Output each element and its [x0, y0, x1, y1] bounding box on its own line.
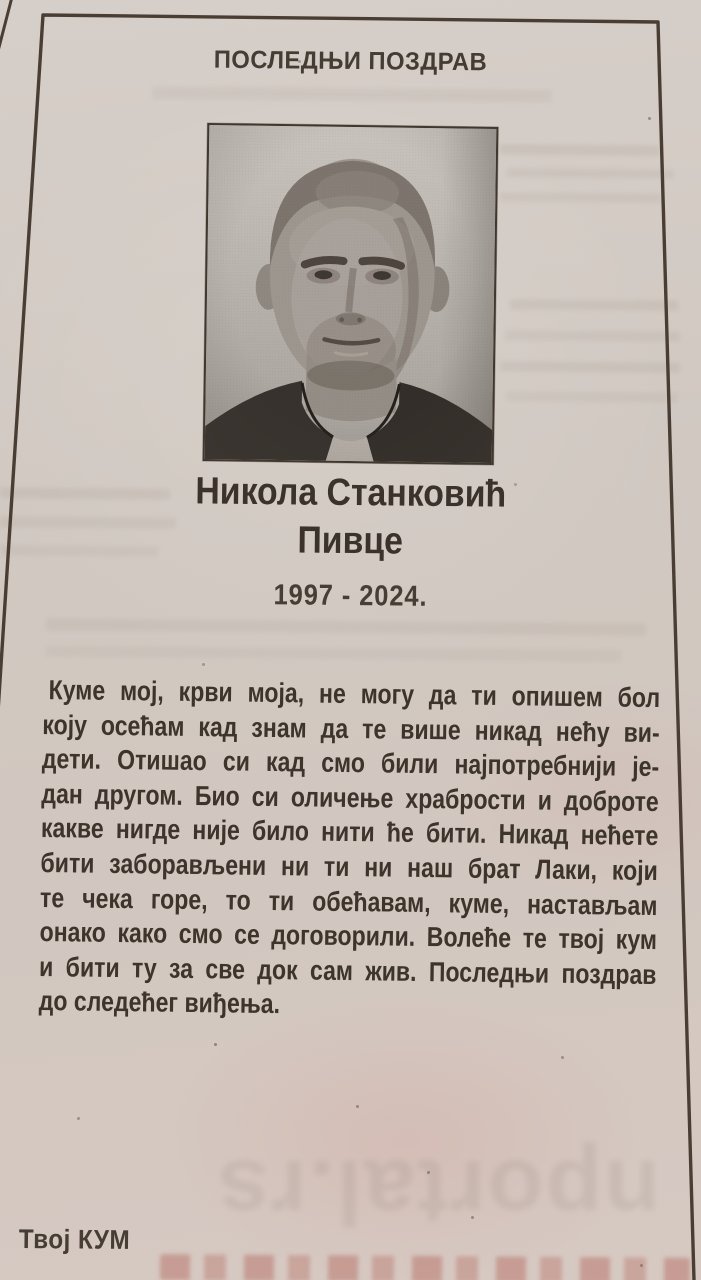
obituary-text-line: дети. Отишао си кад смо били најпотребнији је-	[41, 743, 660, 783]
deceased-name-line2: Пивце	[297, 519, 404, 563]
obituary-text-line: и бити ту за све док сам жив. Последњи поздрав	[38, 950, 657, 990]
obituary-text-line: до следећег виђења.	[38, 985, 281, 1020]
portrait-illustration	[205, 125, 497, 463]
deceased-name-line1: Никола Станковић	[195, 470, 507, 516]
obituary-text-line: Куме мој, крви моја, не могу да ти опишем бол	[48, 674, 661, 714]
obituary-text-line: онако како смо се договорили. Волеће те твој кум	[39, 916, 658, 956]
life-years: 1997 - 2024.	[273, 579, 428, 613]
obituary-text-line: бити заборављени ни ти ни наш брат Лаки, који	[40, 846, 659, 887]
deceased-photo	[203, 123, 499, 465]
signature: Твој КУМ	[18, 1224, 131, 1255]
obituary-text-line: дан другом. Био си оличење храбрости и доброте	[41, 777, 659, 817]
obituary-text-line: те чека горе, то ти обећавам, куме, настављам	[39, 881, 658, 921]
obituary-text-line: коју осећам кад знам да те више никад нећу ви-	[42, 708, 660, 748]
bleedthrough-brand-text: nportal.rs	[215, 1141, 661, 1243]
deceased-name	[38, 466, 663, 569]
obituary-text-line: какве нигде није било нити ће бити. Никад нећете	[40, 812, 659, 852]
adjacent-notice-rule	[0, 0, 12, 55]
obituary-text	[38, 673, 660, 1027]
notice-header: ПОСЛЕДЊИ ПОЗДРАВ	[213, 45, 488, 77]
